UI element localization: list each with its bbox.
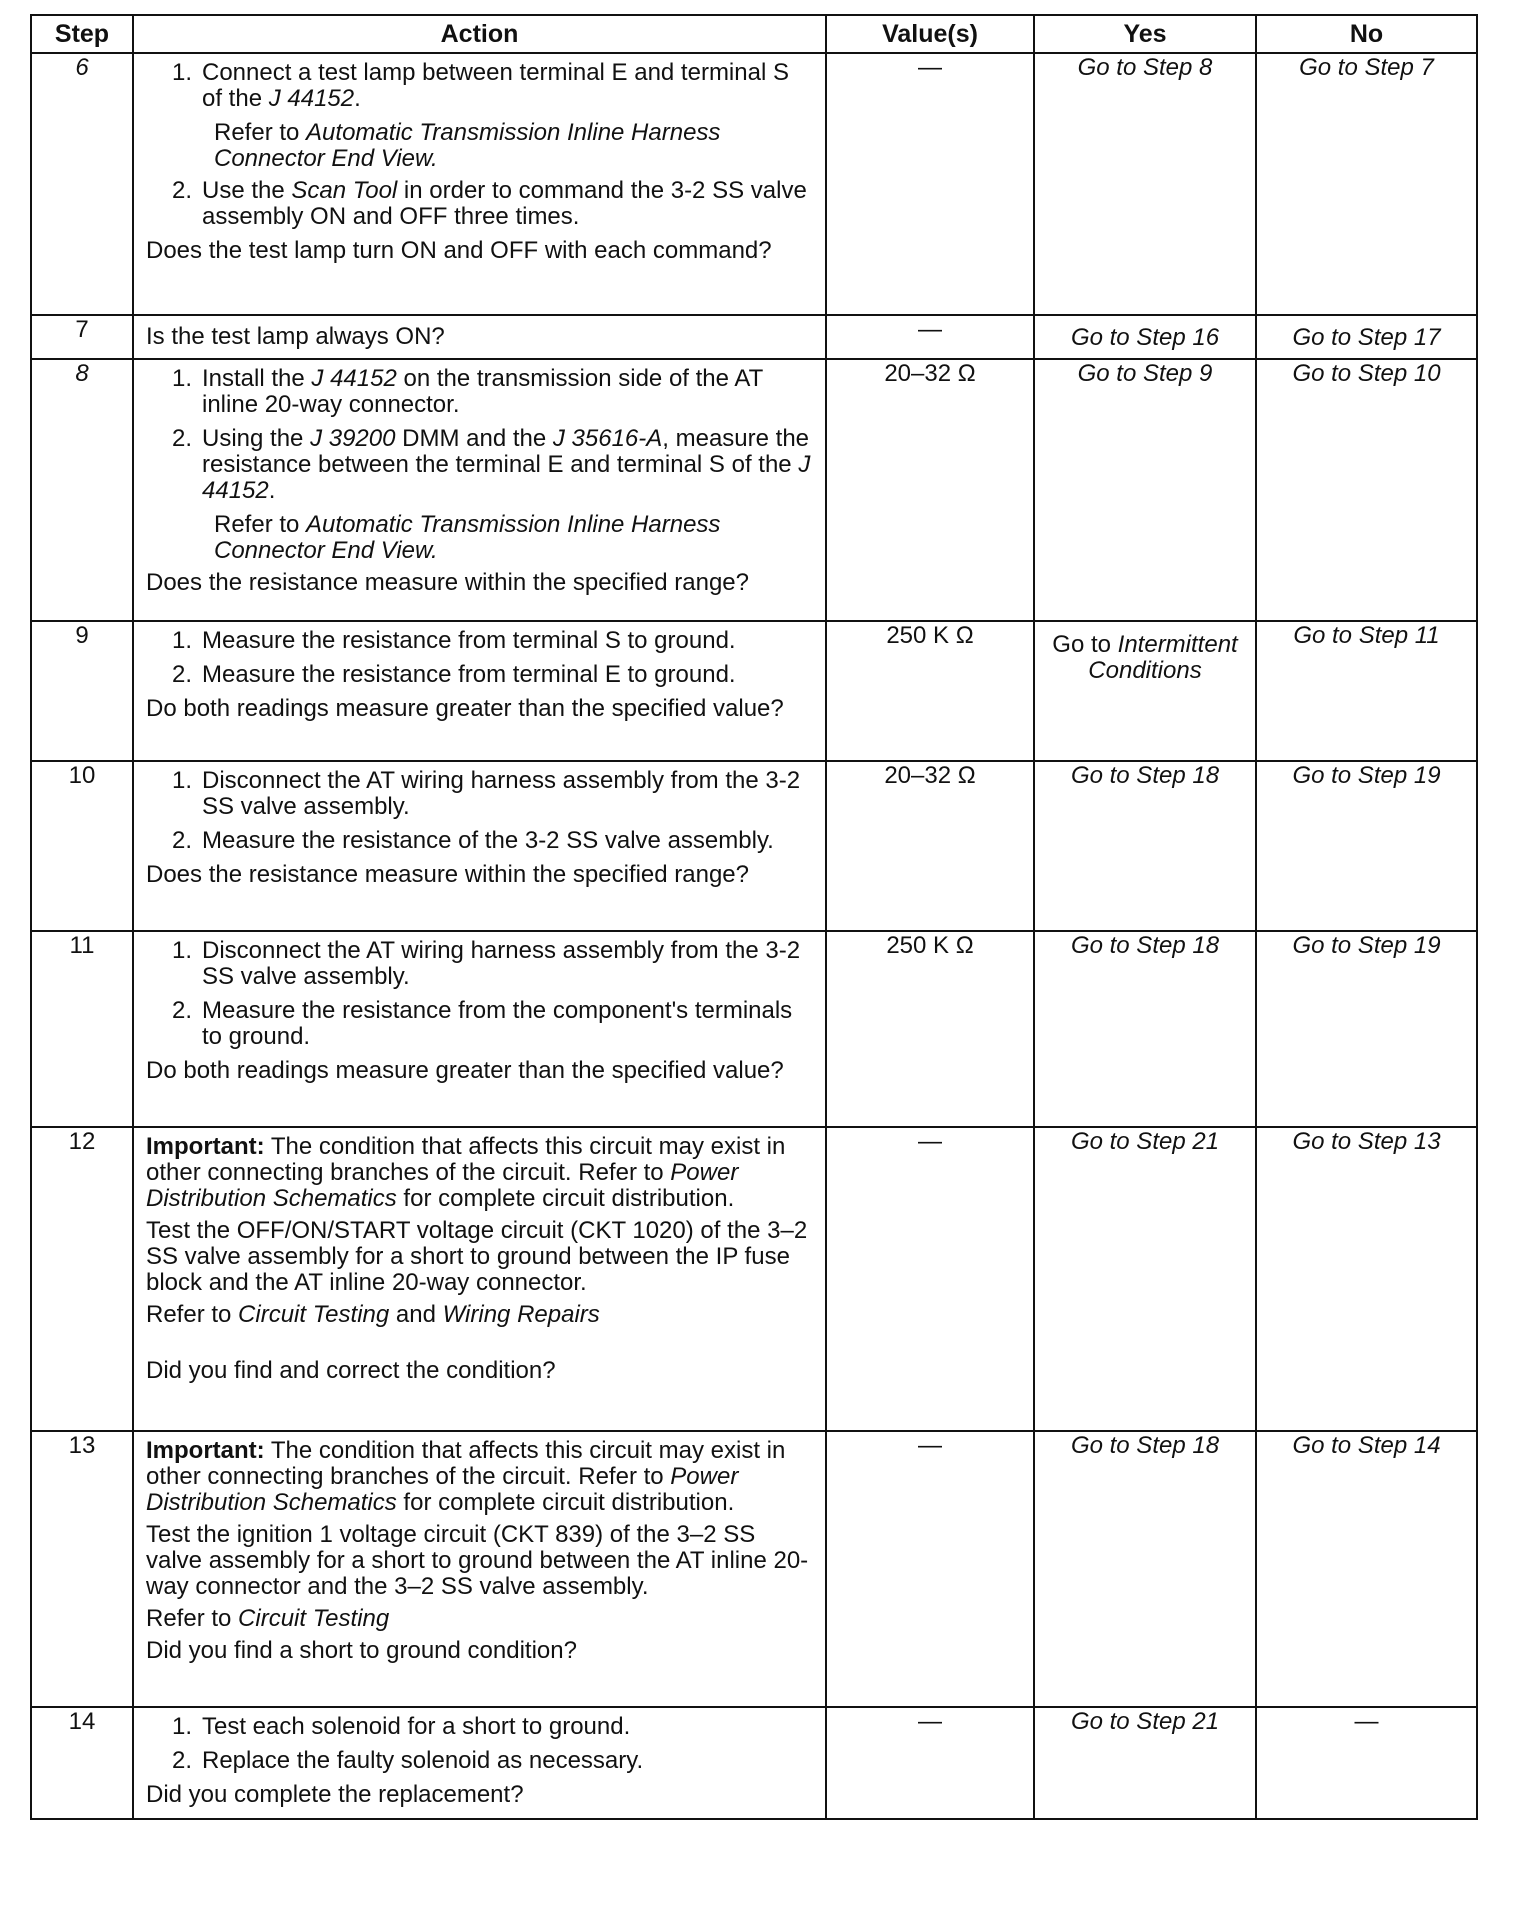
important-note bbox=[146, 1438, 815, 1516]
refer-label: Refer to bbox=[214, 119, 300, 146]
no-cell: — bbox=[1256, 1707, 1477, 1819]
step-number: 12 bbox=[31, 1127, 133, 1431]
no-cell: Go to Step 14 bbox=[1256, 1431, 1477, 1707]
test-instruction: Test the OFF/ON/START voltage circuit (CKT 1020) of the 3–2 SS valve assembly for a short to ground between the IP fuse block and the AT inline 20-way connector. bbox=[146, 1217, 808, 1296]
doc-ref: Intermittent Conditions bbox=[1088, 631, 1238, 684]
no-cell: Go to Step 11 bbox=[1256, 621, 1477, 761]
list-item bbox=[146, 628, 815, 654]
header-step: Step bbox=[31, 15, 133, 53]
action-cell bbox=[133, 53, 826, 315]
step-number: 7 bbox=[31, 315, 133, 359]
step-number: 6 bbox=[31, 53, 133, 315]
action-cell bbox=[133, 1707, 826, 1819]
header-no: No bbox=[1256, 15, 1477, 53]
yes-cell: Go to Step 9 bbox=[1034, 359, 1256, 621]
step-number: 11 bbox=[31, 931, 133, 1127]
action-cell bbox=[133, 931, 826, 1127]
yes-cell: Go to Step 21 bbox=[1034, 1707, 1256, 1819]
tool-ref: J 35616-A bbox=[552, 425, 663, 452]
no-cell: Go to Step 17 bbox=[1256, 315, 1477, 359]
note-text: for complete circuit distribution. bbox=[396, 1185, 735, 1212]
question: Do both readings measure greater than the specified value? bbox=[146, 1057, 784, 1084]
refer-note bbox=[146, 1302, 815, 1328]
list-item bbox=[146, 938, 815, 990]
item-text: Disconnect the AT wiring harness assembly from the 3-2 SS valve assembly. bbox=[202, 937, 801, 990]
question: Do both readings measure greater than the specified value? bbox=[146, 695, 784, 722]
item-number: 2. bbox=[171, 425, 192, 452]
list-item: 2. Using the J 39200 DMM and the J 35616-A, measure the resistance between the terminal E and terminal S of the J 44152. bbox=[146, 426, 815, 504]
list-item: 1. Connect a test lamp between terminal E and terminal S of the J 44152. bbox=[146, 60, 815, 112]
question: Does the resistance measure within the specified range? bbox=[146, 861, 749, 888]
action-cell bbox=[133, 359, 826, 621]
item-text: , measure the resistance between the terminal E and terminal S of the bbox=[202, 425, 810, 478]
item-text: Measure the resistance from the component's terminals to ground. bbox=[202, 997, 793, 1050]
list-item bbox=[146, 178, 815, 230]
question: Did you find a short to ground condition? bbox=[146, 1637, 577, 1664]
doc-ref: Power Distribution Schematics bbox=[146, 1463, 739, 1516]
list-item bbox=[146, 768, 815, 820]
list-item bbox=[146, 662, 815, 688]
header-action: Action bbox=[133, 15, 826, 53]
question: Does the test lamp turn ON and OFF with each command? bbox=[146, 237, 772, 264]
item-text: on the transmission side of the AT inline 20-way connector. bbox=[202, 365, 763, 418]
value-cell: — bbox=[826, 1431, 1034, 1707]
note-text: for complete circuit distribution. bbox=[396, 1489, 735, 1516]
tool-ref: J 44152 bbox=[268, 85, 355, 112]
diagnostic-table bbox=[30, 14, 1478, 1820]
doc-ref: Automatic Transmission Inline Harness Connector End View. bbox=[214, 511, 721, 564]
item-number: 1. bbox=[171, 59, 192, 86]
doc-ref: Circuit Testing bbox=[238, 1301, 390, 1328]
tool-ref: J 44152 bbox=[311, 365, 397, 392]
step-number: 9 bbox=[31, 621, 133, 761]
item-text: Disconnect the AT wiring harness assembly from the 3-2 SS valve assembly. bbox=[202, 767, 801, 820]
item-number: 1. bbox=[171, 365, 192, 392]
question: Does the resistance measure within the specified range? bbox=[146, 569, 749, 596]
note-text: The condition that affects this circuit may exist in other connecting branches of the circuit. Refer to bbox=[146, 1133, 786, 1186]
item-text: Using the bbox=[202, 425, 311, 452]
yes-cell: Go to Step 8 bbox=[1034, 53, 1256, 315]
refer-label: Refer to bbox=[146, 1605, 232, 1632]
action-cell bbox=[133, 315, 826, 359]
no-cell: Go to Step 10 bbox=[1256, 359, 1477, 621]
yes-cell: Go to Step 18 bbox=[1034, 761, 1256, 931]
question: Did you complete the replacement? bbox=[146, 1781, 524, 1808]
table-row-step-9 bbox=[31, 621, 1477, 761]
table-row-step-7 bbox=[31, 315, 1477, 359]
item-number: 2. bbox=[171, 1747, 192, 1774]
value-cell: 250 K Ω bbox=[826, 931, 1034, 1127]
doc-ref: Power Distribution Schematics bbox=[146, 1159, 739, 1212]
yes-cell: Go to Step 18 bbox=[1034, 931, 1256, 1127]
header-yes: Yes bbox=[1034, 15, 1256, 53]
item-number: 2. bbox=[171, 661, 192, 688]
item-text: Measure the resistance from terminal E to ground. bbox=[202, 661, 736, 688]
table-row-step-14 bbox=[31, 1707, 1477, 1819]
list-item bbox=[146, 1748, 815, 1774]
value-cell: — bbox=[826, 315, 1034, 359]
list-item bbox=[146, 828, 815, 854]
item-number: 2. bbox=[171, 177, 192, 204]
important-label: Important: bbox=[146, 1437, 265, 1464]
table-row-step-8 bbox=[31, 359, 1477, 621]
value-cell: — bbox=[826, 1707, 1034, 1819]
important-label: Important: bbox=[146, 1133, 265, 1160]
yes-cell: Go to Step 18 bbox=[1034, 1431, 1256, 1707]
step-number: 8 bbox=[31, 359, 133, 621]
item-text: Measure the resistance from terminal S to ground. bbox=[202, 627, 736, 654]
item-number: 1. bbox=[171, 937, 192, 964]
important-note bbox=[146, 1134, 815, 1212]
list-item bbox=[146, 366, 815, 418]
table-row-step-6 bbox=[31, 53, 1477, 315]
note-text: The condition that affects this circuit may exist in other connecting branches of the circuit. Refer to bbox=[146, 1437, 786, 1490]
doc-ref: Wiring Repairs bbox=[442, 1301, 600, 1328]
no-cell: Go to Step 13 bbox=[1256, 1127, 1477, 1431]
header-row bbox=[31, 15, 1477, 53]
step-number: 10 bbox=[31, 761, 133, 931]
step-number: 14 bbox=[31, 1707, 133, 1819]
item-number: 1. bbox=[171, 767, 192, 794]
value-cell: — bbox=[826, 1127, 1034, 1431]
item-number: 2. bbox=[171, 997, 192, 1024]
no-cell: Go to Step 19 bbox=[1256, 931, 1477, 1127]
refer-note bbox=[214, 512, 815, 564]
doc-ref: Circuit Testing bbox=[238, 1605, 390, 1632]
refer-note bbox=[146, 1606, 815, 1632]
header-values: Value(s) bbox=[826, 15, 1034, 53]
refer-label: Refer to bbox=[214, 511, 300, 538]
item-number: 1. bbox=[171, 1713, 192, 1740]
item-number: 1. bbox=[171, 627, 192, 654]
action-cell bbox=[133, 621, 826, 761]
table-row-step-12 bbox=[31, 1127, 1477, 1431]
yes-cell: Go to Step 21 bbox=[1034, 1127, 1256, 1431]
step-number: 13 bbox=[31, 1431, 133, 1707]
table-row-step-11 bbox=[31, 931, 1477, 1127]
value-cell: — bbox=[826, 53, 1034, 315]
value-cell: 20–32 Ω bbox=[826, 761, 1034, 931]
item-text: in order to command the 3-2 SS valve assembly ON and OFF three times. bbox=[202, 177, 807, 230]
action-cell bbox=[133, 1431, 826, 1707]
yes-cell bbox=[1034, 621, 1256, 761]
question: Is the test lamp always ON? bbox=[146, 323, 445, 350]
item-text: Use the bbox=[202, 177, 292, 204]
value-cell: 250 K Ω bbox=[826, 621, 1034, 761]
yes-cell: Go to Step 16 bbox=[1034, 315, 1256, 359]
no-cell: Go to Step 7 bbox=[1256, 53, 1477, 315]
table-row-step-10 bbox=[31, 761, 1477, 931]
item-text: Test each solenoid for a short to ground. bbox=[202, 1713, 631, 1740]
doc-ref: Automatic Transmission Inline Harness Connector End View. bbox=[214, 119, 721, 172]
action-cell bbox=[133, 1127, 826, 1431]
item-number: 2. bbox=[171, 827, 192, 854]
yes-text: Go to bbox=[1052, 631, 1118, 658]
tool-ref: Scan Tool bbox=[291, 177, 398, 204]
tool-ref: J 44152 bbox=[202, 451, 811, 504]
test-instruction: Test the ignition 1 voltage circuit (CKT 839) of the 3–2 SS valve assembly for a short to ground between the AT inline 20-way connector and the 3–2 SS valve assembly. bbox=[146, 1521, 809, 1600]
action-cell bbox=[133, 761, 826, 931]
note-text: and bbox=[389, 1301, 443, 1328]
item-text: Connect a test lamp between terminal E and terminal S of the bbox=[202, 59, 789, 112]
item-text: Measure the resistance of the 3-2 SS valve assembly. bbox=[202, 827, 774, 854]
item-text: DMM and the bbox=[395, 425, 553, 452]
list-item bbox=[146, 998, 815, 1050]
refer-label: Refer to bbox=[146, 1301, 232, 1328]
table-row-step-13 bbox=[31, 1431, 1477, 1707]
item-text: Replace the faulty solenoid as necessary. bbox=[202, 1747, 644, 1774]
list-item bbox=[146, 1714, 815, 1740]
value-cell: 20–32 Ω bbox=[826, 359, 1034, 621]
refer-note bbox=[214, 120, 815, 172]
question: Did you find and correct the condition? bbox=[146, 1357, 556, 1384]
tool-ref: J 39200 bbox=[310, 425, 396, 452]
item-text: Install the bbox=[202, 365, 312, 392]
no-cell: Go to Step 19 bbox=[1256, 761, 1477, 931]
